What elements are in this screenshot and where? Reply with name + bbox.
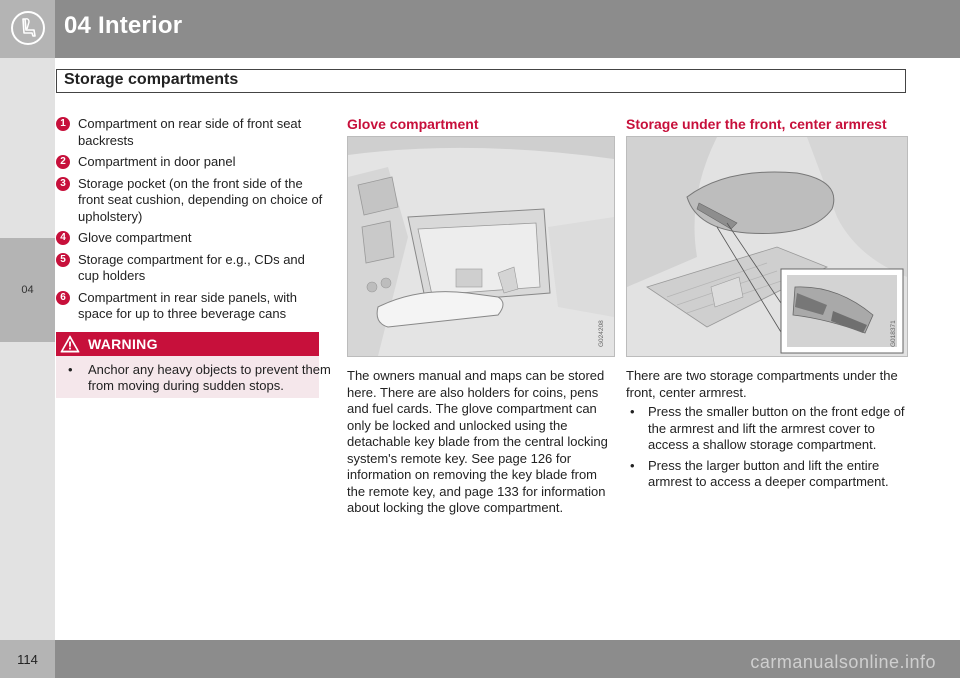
list-item xyxy=(56,176,326,226)
bullet: • xyxy=(630,457,635,473)
list-item-text: Compartment on rear side of front seat backrests xyxy=(78,116,302,148)
chapter-title: 04 Interior xyxy=(64,12,183,39)
warning-text xyxy=(64,362,338,394)
number-badge: 6 xyxy=(56,291,70,305)
warning-text-content: Anchor any heavy objects to prevent them from moving during sudden stops. xyxy=(88,362,331,393)
warning-box xyxy=(56,332,331,398)
glove-text: The owners manual and maps can be stored here. There are also holders for coins, pens and fuel cards. The glove compartment can only be locked and unlocked using the detachable key blade from the central locking system's remote key. See page 126 for information on removing the key blade from the remote key, and page 133 for information about locking the glove compartment. xyxy=(347,368,608,515)
list-item-text: Press the smaller button on the front edge of the armrest and lift the armrest cover to access a shallow storage compartment. xyxy=(648,404,905,452)
bullet: • xyxy=(68,362,73,377)
armrest-heading: Storage under the front, center armrest xyxy=(626,116,887,132)
list-item xyxy=(56,116,326,149)
list-item xyxy=(56,154,326,171)
number-badge: 5 xyxy=(56,253,70,267)
armrest-bullet-list xyxy=(626,404,908,495)
chapter-side-tab xyxy=(0,238,55,342)
side-strip xyxy=(0,58,55,640)
glove-compartment-illustration xyxy=(348,137,614,356)
glove-heading: Glove compartment xyxy=(347,116,479,132)
number-badge: 4 xyxy=(56,231,70,245)
number-badge: 3 xyxy=(56,177,70,191)
list-item xyxy=(56,230,326,247)
seat-icon xyxy=(10,10,46,46)
list-item-text: Storage compartment for e.g., CDs and cup holders xyxy=(78,251,305,283)
list-item-text: Compartment in door panel xyxy=(78,154,236,169)
warning-header xyxy=(56,332,319,356)
list-item-text: Compartment in rear side panels, with space for up to three beverage cans xyxy=(78,289,297,321)
chapter-side-tab-label: 04 xyxy=(21,284,34,296)
section-title-box xyxy=(56,69,906,93)
number-badge: 1 xyxy=(56,117,70,131)
page-number: 114 xyxy=(17,652,38,667)
watermark: carmanualsonline.info xyxy=(750,652,936,672)
list-item xyxy=(56,290,326,323)
list-item-text: Press the larger button and lift the entire armrest to access a deeper compartment. xyxy=(648,457,889,489)
armrest-image-code: G018371 xyxy=(890,320,897,347)
list-item-text: Storage pocket (on the front side of the front seat cushion, depending on choice of upholstery) xyxy=(78,175,323,224)
header-tab xyxy=(0,0,55,58)
glove-image-code: G024208 xyxy=(598,320,605,347)
list-item-text: Glove compartment xyxy=(78,230,192,245)
warning-title: WARNING xyxy=(88,336,158,352)
list-item xyxy=(626,458,908,491)
compartment-list xyxy=(56,116,326,328)
warning-triangle-icon xyxy=(60,334,80,354)
list-item xyxy=(56,252,326,285)
number-badge: 2 xyxy=(56,155,70,169)
armrest-image xyxy=(626,136,908,357)
armrest-illustration xyxy=(627,137,907,356)
section-title: Storage compartments xyxy=(64,71,239,88)
list-item xyxy=(626,404,908,454)
glove-compartment-image xyxy=(347,136,615,357)
bullet: • xyxy=(630,404,635,419)
armrest-intro: There are two storage compartments under the front, center armrest. xyxy=(626,368,898,400)
